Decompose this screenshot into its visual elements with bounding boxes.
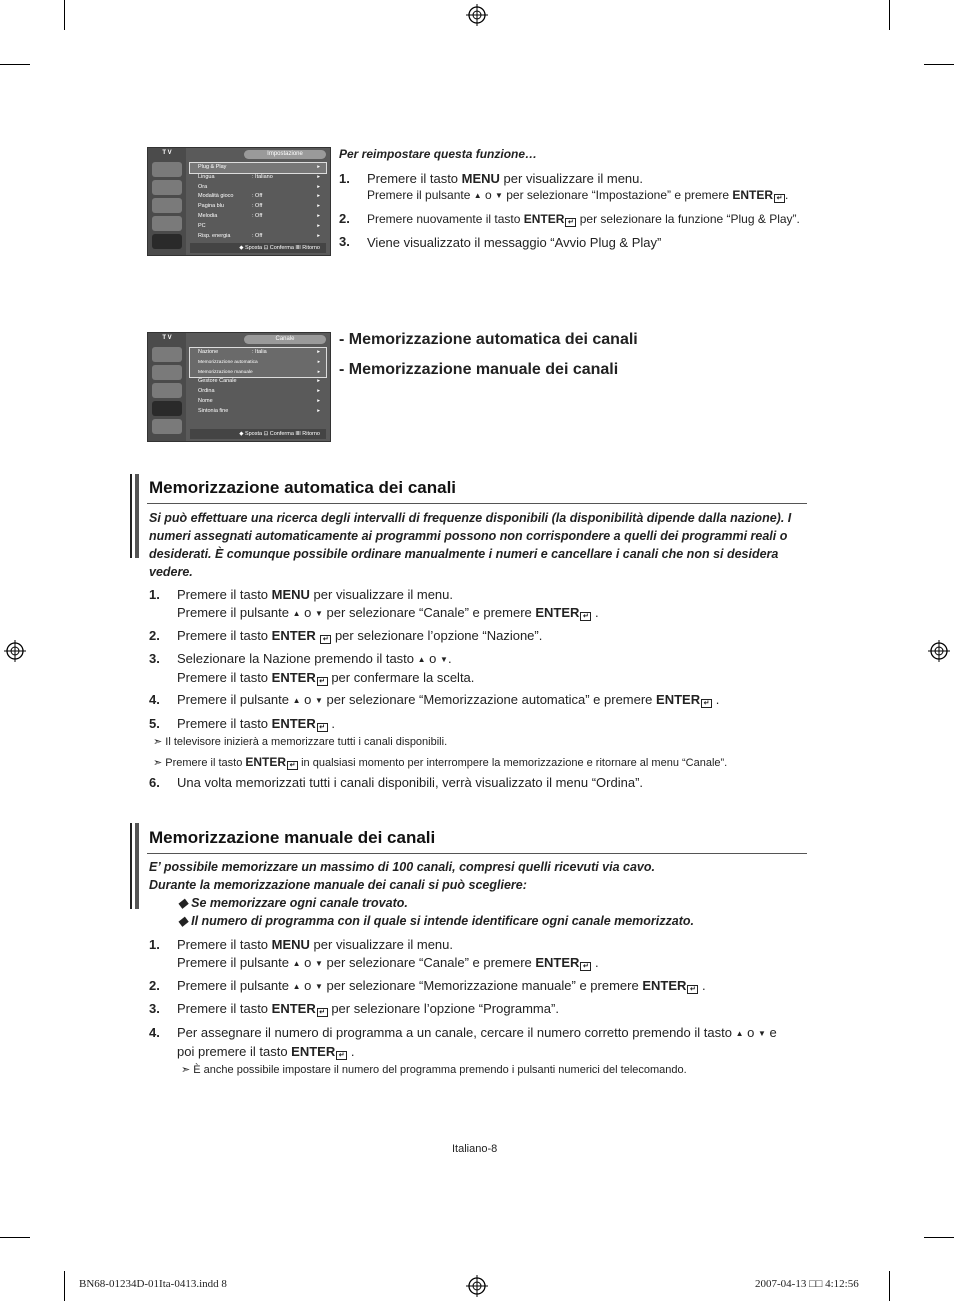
menu-row-value: : Off [252,193,263,200]
menu-row-label: Memorizzazione manuale [198,369,253,375]
menu-row [190,183,326,193]
text: . [712,692,720,707]
tv-label: T V [162,335,172,341]
down-arrow-icon: ▼ [494,191,503,200]
diamond-bullet-icon: ◆ [178,896,188,910]
menu-row-value: : Off [252,203,263,210]
menu-row [190,212,326,222]
reset-step-3: Viene visualizzato il messaggio “Avvio Plug & Play” [367,235,662,250]
section-bar [130,474,132,558]
text: Premere il tasto [177,716,272,731]
text: . [347,1043,355,1059]
registration-mark-icon [466,4,488,26]
enter-icon: ↵ [317,723,328,732]
menu-row [190,368,326,378]
text: per selezionare “Canale” e premere [322,604,536,620]
arrow-right-icon: ▸ [317,232,320,239]
step-number: 4. [149,1025,160,1040]
crop-mark [0,64,30,65]
text: . [591,954,599,970]
down-arrow-icon: ▼ [315,696,323,705]
up-arrow-icon: ▲ [473,191,482,200]
crop-mark [64,1271,65,1301]
arrow-right-icon: ▸ [317,193,320,200]
enter-icon: ↵ [774,194,785,203]
enter-icon: ↵ [580,612,591,621]
up-arrow-icon: ▲ [417,655,426,664]
section-title-manual: Memorizzazione manuale dei canali [149,828,436,847]
text: o [300,978,316,993]
manual-step-2 [177,977,706,996]
enter-icon: ↵ [580,962,591,971]
text: Premere il tasto [165,757,246,769]
enter-icon: ↵ [287,761,298,770]
text: per visualizzare il menu. [309,937,453,952]
menu-row-label: Melodia [198,212,218,219]
tv-menu-footer: ◆ Sposta ⊡ Conferma ⅢI Ritorno [190,243,326,253]
menu-row-label: Lingua [198,173,215,180]
arrow-right-icon: ▸ [317,212,320,219]
menu-row [190,232,326,242]
topic-manual: - Memorizzazione manuale dei canali [339,361,619,378]
menu-row-label: PC [198,222,206,229]
step-number: 1. [149,587,160,602]
auto-step-2 [177,627,542,645]
text: per selezionare la funzione “Plug & Play”. [576,212,800,226]
text: Premere il tasto [177,628,272,643]
enter-icon: ↵ [701,699,712,708]
text: È anche possibile impostare il numero del programma premendo i pulsanti numerici del telecomando. [193,1064,687,1076]
arrow-right-icon: ▸ [317,378,320,385]
enter-icon: ↵ [565,218,576,227]
note-3 [181,1063,687,1077]
text: Se memorizzare ogni canale trovato. [191,896,408,910]
registration-mark-icon [466,1275,488,1297]
step-number: 6. [149,775,160,790]
text: Premere il tasto [367,171,462,186]
text: o [300,954,316,970]
manual-intro-1: E’ possibile memorizzare un massimo di 100 canali, compresi quelli ricevuti via cavo. [149,860,655,874]
tv-menu-sidebar [148,333,186,441]
note-2 [153,755,727,770]
auto-step-1 [177,586,599,622]
text: per selezionare “Impostazione” e premere [502,188,733,202]
menu-row-value: : Italiano [252,173,273,180]
enter-key: ENTER [271,669,316,685]
note-arrow-icon: ➣ [153,757,163,769]
menu-row [190,163,326,173]
text: per confermare la scelta. [327,669,475,685]
manual-bullet-1 [178,895,408,910]
down-arrow-icon: ▼ [315,608,323,618]
text: Selezionare la Nazione premendo il tasto [177,651,418,666]
menu-row-label: Gestore Canale [198,378,237,385]
tv-menu-main [190,335,326,439]
text: Premere il pulsante [177,978,293,993]
menu-key: MENU [461,171,500,186]
reset-step-2 [367,212,800,227]
slug-timestamp: 2007-04-13 □□ 4:12:56 [755,1278,859,1290]
text: o [300,692,316,707]
manual-bullet-2 [178,913,694,928]
text: per selezionare “Memorizzazione automatica” e premere [322,692,657,707]
menu-row-label: Ordina [198,388,215,395]
up-arrow-icon: ▲ [292,958,301,968]
manual-step-4 [177,1024,807,1060]
crop-mark [889,0,890,30]
text: Premere il tasto [177,1001,272,1016]
text: Premere il pulsante [367,188,474,202]
enter-key: ENTER [656,692,701,707]
crop-mark [924,64,954,65]
menu-row-label: Pagina blu [198,203,224,210]
enter-key: ENTER [245,755,287,769]
enter-key: ENTER [523,212,565,226]
enter-icon: ↵ [317,677,328,686]
enter-key: ENTER [535,604,580,620]
text: Premere il tasto [177,587,272,602]
enter-key: ENTER [291,1043,336,1059]
text: Premere il pulsante [177,954,293,970]
auto-step-5 [177,715,335,733]
crop-mark [924,1237,954,1238]
section-bar [135,823,139,909]
menu-key: MENU [271,937,310,952]
enter-key: ENTER [271,1001,316,1016]
down-arrow-icon: ▼ [315,958,323,968]
manual-step-3 [177,1000,559,1018]
arrow-right-icon: ▸ [317,349,320,355]
text: o [300,604,316,620]
text: Premere nuovamente il tasto [367,212,524,226]
menu-row [190,397,326,407]
menu-row-label: Memorizzazione automatica [198,359,258,365]
menu-row [190,377,326,387]
text: poi premere il tasto [177,1043,292,1059]
arrow-right-icon: ▸ [317,173,320,180]
text: per selezionare “Canale” e premere [322,954,536,970]
section-bar [135,474,139,558]
picture-icon [152,347,182,362]
text: e [765,1025,777,1040]
registration-mark-icon [4,640,26,662]
text: . [591,604,599,620]
menu-row [190,358,326,368]
arrow-right-icon: ▸ [317,407,320,414]
text: per selezionare l’opzione “Programma”. [327,1001,559,1016]
menu-row-label: Nazione [198,349,219,355]
down-arrow-icon: ▼ [315,982,323,991]
input-icon [152,419,182,434]
menu-row-label: Modalità gioco [198,193,234,200]
text: in qualsiasi momento per interrompere la memorizzazione e ritornare al menu “Canale”. [298,757,728,769]
arrow-right-icon: ▸ [317,203,320,210]
tv-menu-main [190,150,326,253]
enter-icon: ↵ [687,985,698,994]
menu-row [190,387,326,397]
channel-icon [152,198,182,213]
note-arrow-icon: ➣ [181,1064,191,1076]
down-arrow-icon: ▼ [757,1029,766,1038]
diamond-bullet-icon: ◆ [178,914,188,928]
up-arrow-icon: ▲ [735,1029,744,1038]
section-intro-auto: Si può effettuare una ricerca degli intervalli di frequenze disponibili (la disponibilità dipende dalla nazione). I numeri assegnati automaticamente ai programmi possono non corrispondere a quelli dei programmi reali o desiderati. È comunque possibile ordinare manualmente i numeri e cancellare i canali che non si desidera vedere. [149,511,792,579]
arrow-right-icon: ▸ [317,369,320,375]
enter-key: ENTER [535,954,580,970]
tv-label: T V [162,150,172,156]
text: per selezionare l’opzione “Nazione”. [331,628,543,643]
tv-menu-title: Impostazione [244,150,326,159]
text: Premere il tasto [177,669,272,685]
up-arrow-icon: ▲ [292,608,301,618]
menu-row-label: Risp. energia [198,232,231,239]
text: per visualizzare il menu. [309,587,453,602]
tv-menu-canale [147,332,331,442]
topic-auto: - Memorizzazione automatica dei canali [339,331,638,348]
text: Il numero di programma con il quale si intende identificare ogni canale memorizzato. [191,914,694,928]
slug-filename: BN68-01234D-01Ita-0413.indd 8 [79,1278,227,1290]
arrow-right-icon: ▸ [317,164,320,170]
menu-row-value: : Off [252,212,263,219]
step-number: 2. [149,628,160,643]
menu-row [190,407,326,417]
text: per selezionare “Memorizzazione manuale” e premere [322,978,643,993]
step-number: 4. [149,692,160,707]
step-number: 2. [339,211,350,226]
registration-mark-icon [928,640,950,662]
setup-icon [152,401,182,416]
menu-row-label: Nome [198,397,213,404]
enter-icon: ↵ [336,1051,347,1060]
step-number: 1. [339,171,350,186]
down-arrow-icon: ▼ [440,655,448,664]
text: . [698,978,706,993]
section-title-auto: Memorizzazione automatica dei canali [149,478,457,497]
menu-row [190,348,326,358]
reset-heading: Per reimpostare questa funzione… [339,147,538,161]
section-divider [147,503,807,504]
arrow-right-icon: ▸ [317,388,320,395]
step-number: 5. [149,716,160,731]
step-number: 2. [149,978,160,993]
crop-mark [64,0,65,30]
channel-icon [152,383,182,398]
enter-key: ENTER [642,978,687,993]
auto-step-3 [177,650,474,686]
sound-icon [152,365,182,380]
text: per visualizzare il menu. [499,171,643,186]
step-number: 3. [149,651,160,666]
arrow-right-icon: ▸ [317,222,320,229]
picture-icon [152,162,182,177]
note-1 [153,735,447,749]
menu-row-label: Sintonia fine [198,407,229,414]
enter-icon: ↵ [317,1008,328,1017]
menu-row [190,173,326,183]
tv-menu-footer: ◆ Sposta ⊡ Conferma ⅢI Ritorno [190,429,326,439]
tv-menu-sidebar [148,148,186,255]
menu-row [190,202,326,212]
section-bar [130,823,132,909]
reset-step-1b: Premere il pulsante ▲ o ▼ per selezionare “Impostazione” e premere ENTER ↵ . [367,188,789,202]
crop-mark [0,1237,30,1238]
setup-icon [152,216,182,231]
crop-mark [889,1271,890,1301]
text: Il televisore inizierà a memorizzare tutti i canali disponibili. [165,736,448,748]
step-number: 3. [339,234,350,249]
sound-icon [152,180,182,195]
step-number: 3. [149,1001,160,1016]
enter-icon: ↵ [320,635,331,644]
menu-row [190,222,326,232]
manual-step-1 [177,936,599,972]
tv-menu-title: Canale [244,335,326,344]
menu-row-label: Ora [198,183,208,190]
input-icon [152,234,182,249]
text: o [425,651,441,666]
auto-step-4 [177,691,719,710]
note-arrow-icon: ➣ [153,736,163,748]
text: o [743,1025,758,1040]
up-arrow-icon: ▲ [292,696,301,705]
text: Premere il tasto [177,937,272,952]
auto-step-6: Una volta memorizzati tutti i canali disponibili, verrà visualizzato il menu “Ordina”. [177,775,644,790]
enter-key: ENTER [271,628,316,643]
reset-step-1 [367,170,643,188]
text: Per assegnare il numero di programma a un canale, cercare il numero corretto premendo il tasto [177,1025,736,1040]
section-divider [147,853,807,854]
step-number: 1. [149,937,160,952]
menu-row-value: : Italia [252,349,267,355]
page-number: Italiano-8 [452,1143,498,1155]
menu-key: MENU [271,587,310,602]
text: Premere il pulsante [177,692,293,707]
up-arrow-icon: ▲ [292,982,301,991]
enter-key: ENTER [271,716,316,731]
manual-intro-2: Durante la memorizzazione manuale dei canali si può scegliere: [149,878,527,892]
enter-key: ENTER [732,188,774,202]
menu-row-value: : Off [252,232,263,239]
arrow-right-icon: ▸ [317,183,320,190]
text: Premere il pulsante [177,604,293,620]
text: . [447,651,452,666]
arrow-right-icon: ▸ [317,359,320,365]
menu-row [190,192,326,202]
menu-row-label: Plug & Play [198,164,227,170]
text: . [327,716,335,731]
text: o [481,188,495,202]
tv-menu-impostazione [147,147,331,256]
arrow-right-icon: ▸ [317,397,320,404]
